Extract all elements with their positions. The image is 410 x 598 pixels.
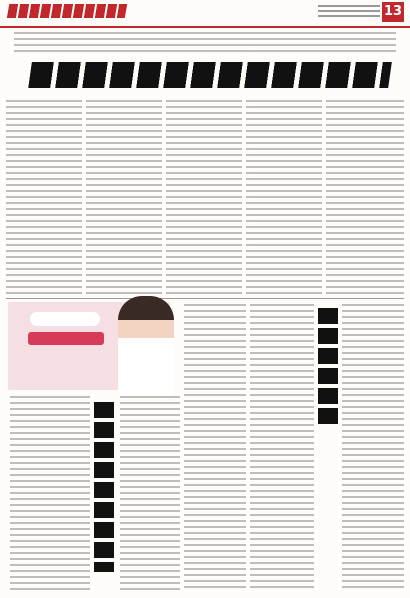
- article-column: [166, 100, 242, 296]
- article-column: [120, 396, 180, 592]
- lead-paragraph: [14, 32, 396, 54]
- article-column: [86, 100, 162, 296]
- feature-banner-tag: [28, 332, 104, 345]
- masthead: [0, 0, 410, 28]
- newspaper-logo: [7, 4, 127, 18]
- article-column: [6, 100, 82, 296]
- issue-info: [318, 5, 380, 17]
- feature-banner-title: [30, 312, 100, 326]
- page-number: 13: [382, 2, 404, 22]
- main-headline: [28, 62, 392, 88]
- vertical-headline: [94, 402, 114, 572]
- doctor-illustration: [118, 296, 174, 396]
- article-column: [250, 304, 314, 592]
- article-column: [246, 100, 322, 296]
- article-column: [184, 304, 246, 592]
- article-column: [326, 100, 404, 296]
- article-column: [10, 396, 90, 592]
- section-divider: [6, 298, 404, 299]
- article-column: [342, 304, 404, 592]
- vertical-headline: [318, 308, 338, 428]
